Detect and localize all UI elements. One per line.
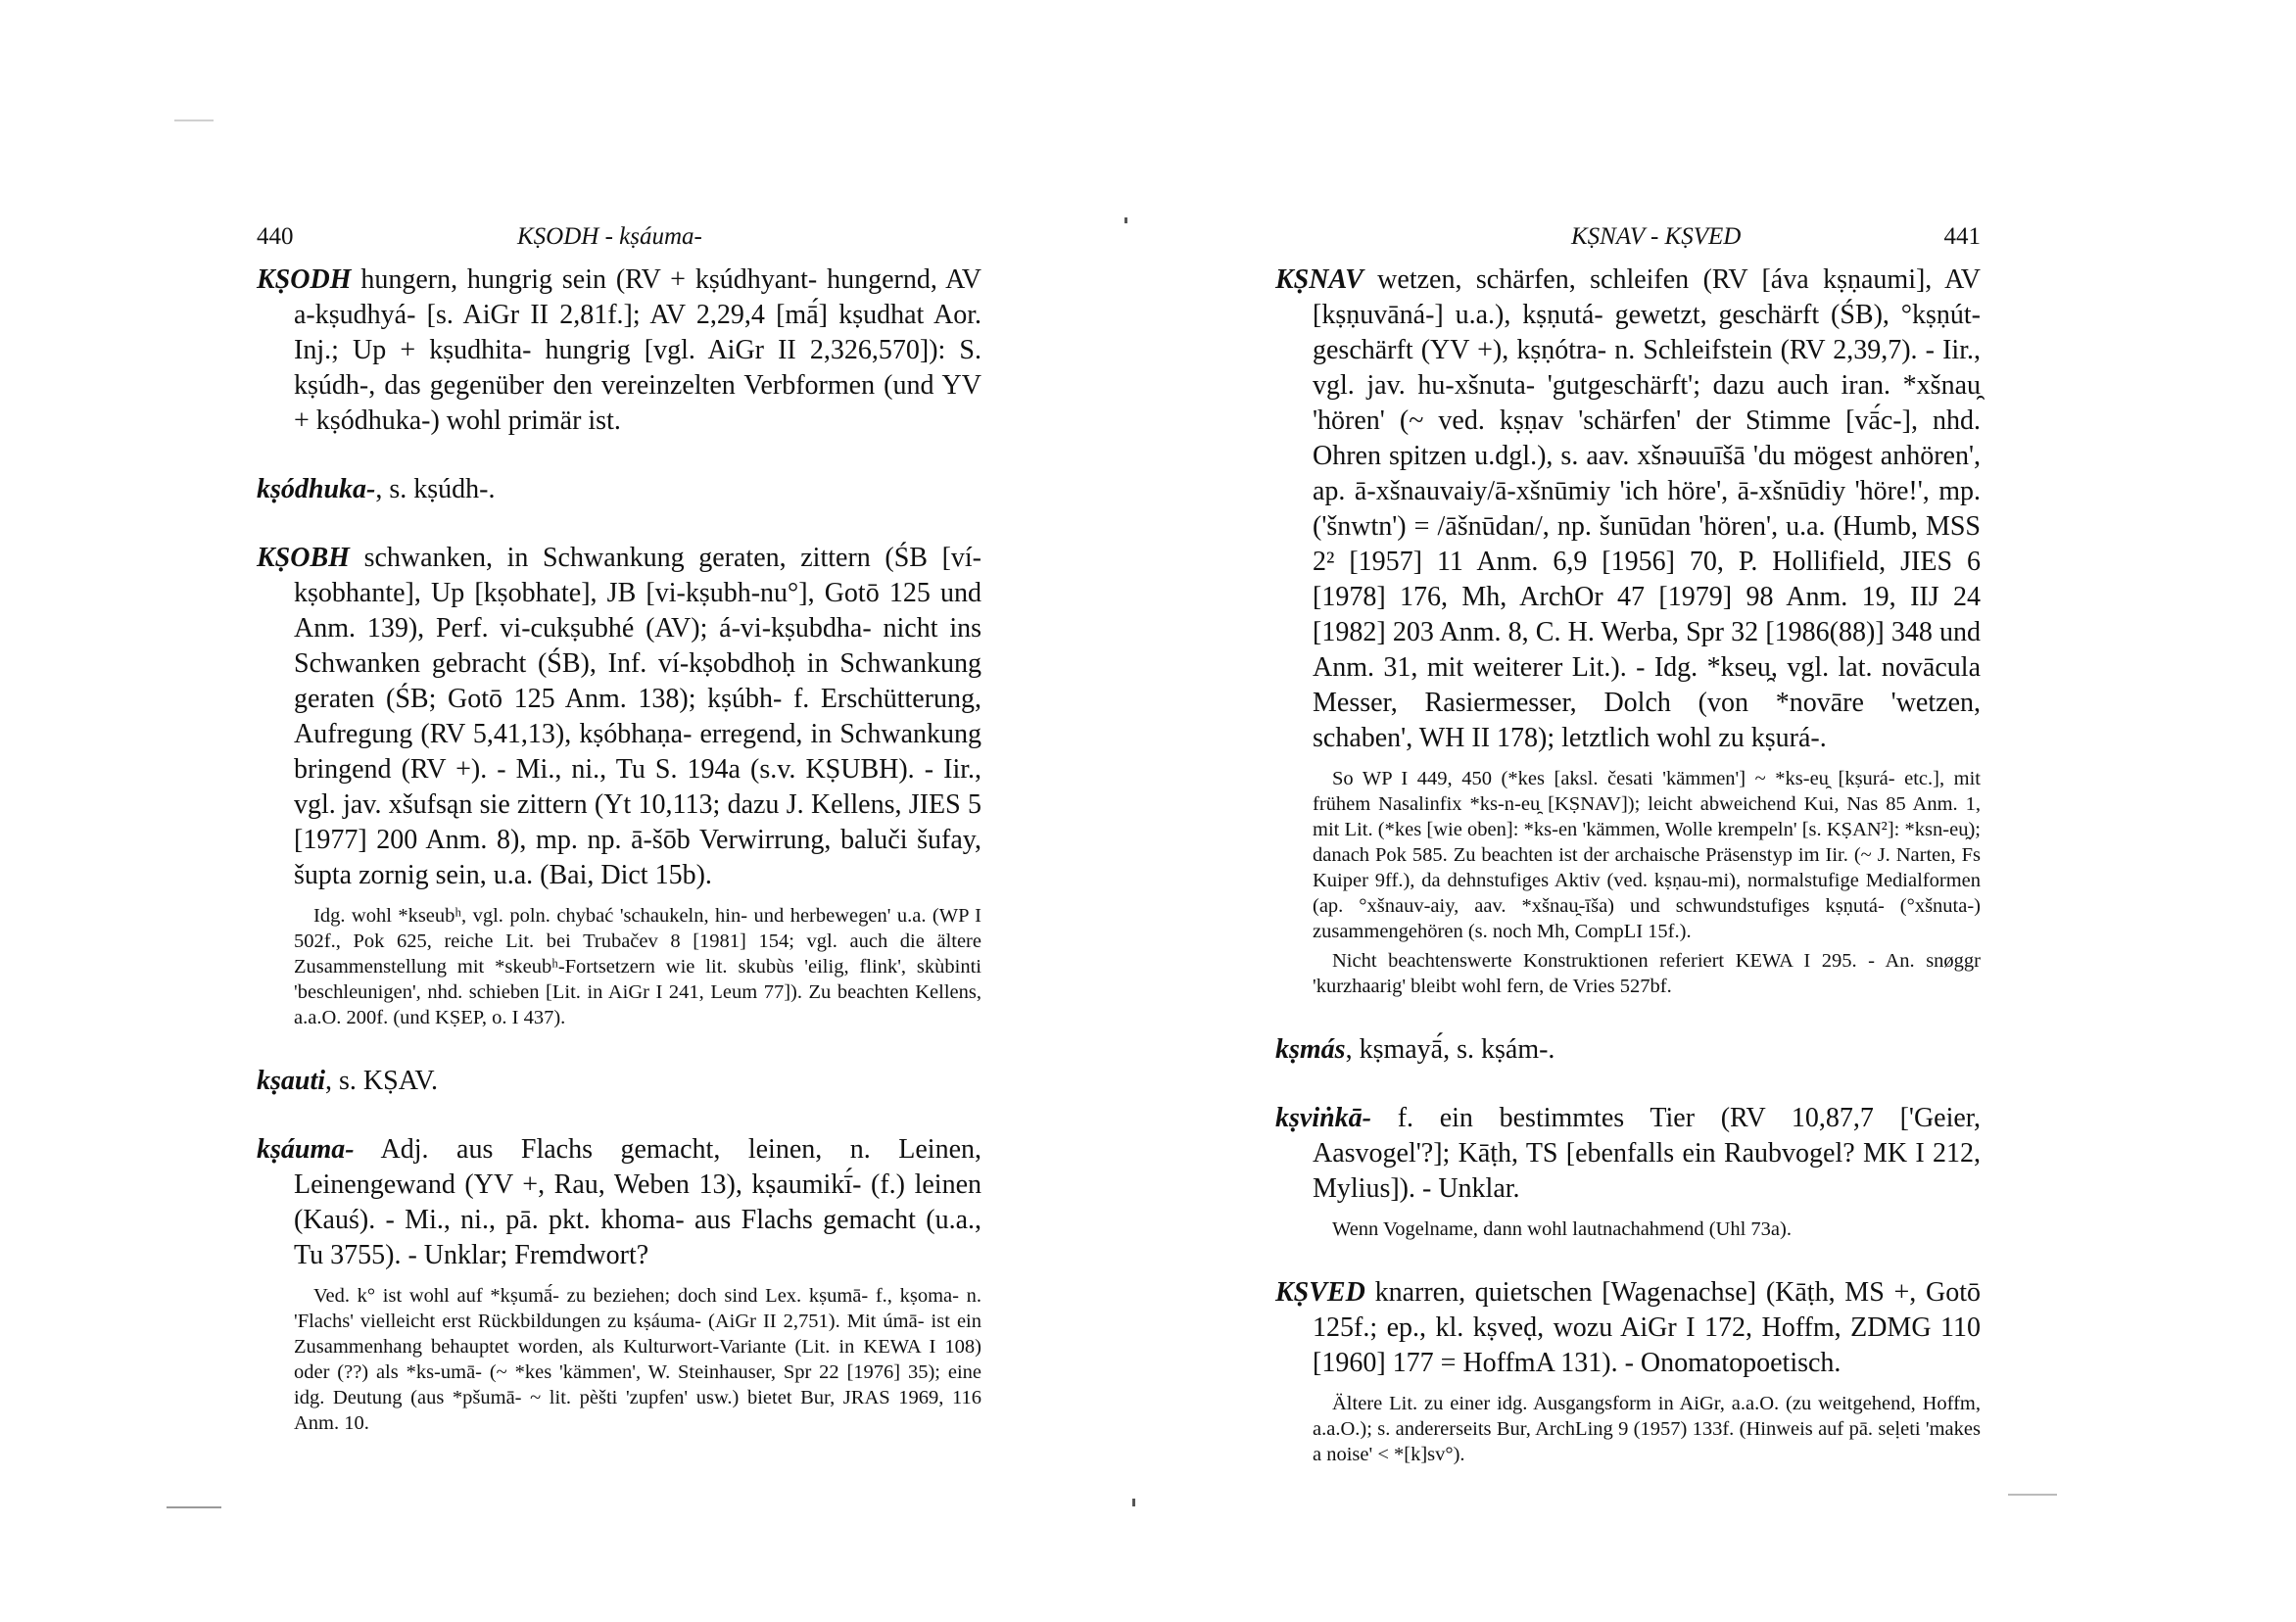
dictionary-entry: [257, 541, 981, 1030]
entry-note: Ved. k° ist wohl auf *kṣumā́- zu beziehen; doch sind Lex. kṣumā- f., kṣoma- n. 'Flachs' vielleicht erst Rückbildungen zu kṣáuma- (AiGr II 2,751). Mit úmā- ist ein Zusammenhang behauptet worden, als Kulturwort-Variante (Lit. in KEWA I 108) oder (??) als *ks-umā- (~ *kes 'kämmen', W. Steinhauser, Spr 22 [1976] 35); eine idg. Deutung (aus *pšumā- ~ lit. pèšti 'zupfen' usw.) bietet Bur, JRAS 1969, 116 Anm. 10.: [294, 1285, 981, 1434]
dictionary-entry: [257, 1064, 981, 1099]
entry-lemma: kṣviṅkā-: [1275, 1103, 1371, 1133]
entry-list: [257, 262, 981, 1436]
entry-list: [1275, 262, 1981, 1467]
entry-body: [257, 262, 981, 439]
entry-text: , kṣmayā́, s. kṣám-.: [1345, 1034, 1555, 1065]
entry-lemma: KṢNAV: [1275, 264, 1363, 295]
dictionary-entry: [1275, 262, 1981, 999]
entry-note: Idg. wohl *kseubʰ, vgl. poln. chybać 'schaukeln, hin- und herbewegen' u.a. (WP I 502f., Pok 625, reiche Lit. bei Trubačev 8 [1981] 154; vgl. auch die ältere Zusammenstellung mit *skeubʰ-Fortsetzern wie lit. skubùs 'eilig, flink', skùbinti 'beschleunigen', nhd. schieben [Lit. in AiGr I 241, Leum 77]). Zu beachten Kellens, a.a.O. 200f. (und KṢEP, o. I 437).: [294, 905, 981, 1028]
page-header: [1275, 223, 1981, 262]
entry-text: schwanken, in Schwankung geraten, zittern (ŚB [ví-kṣobhante], Up [kṣobhate], JB [vi-kṣubh-nu°], Gotō 125 und Anm. 139), Perf. vi-cukṣubhé (AV); á-vi-kṣubdha- nicht ins Schwanken gebracht (ŚB), Inf. ví-kṣobdhoḥ in Schwankung geraten (ŚB; Gotō 125 Anm. 138); kṣúbh- f. Erschütterung, Aufregung (RV 5,41,13), kṣóbhaṇa- erregend, in Schwankung bringend (RV +). - Mi., ni., Tu S. 194a (s.v. KṢUBH). - Iir., vgl. jav. xšufsąn sie zittern (Yt 10,113; dazu J. Kellens, JIES 5 [1977] 200 Anm. 8), mp. np. ā-šōb Verwirrung, baluči šufay, šupta zornig sein, u.a. (Bai, Dict 15b).: [294, 543, 982, 890]
entry-body: [257, 541, 981, 893]
entry-lemma: kṣauti: [257, 1066, 326, 1096]
scan-line-mark: [2008, 1494, 2057, 1496]
gutter-mark: [1124, 217, 1127, 223]
entry-note: Nicht beachtenswerte Konstruktionen referiert KEWA I 295. - An. snøggr 'kurzhaarig' bleibt wohl fern, de Vries 527bf.: [1313, 950, 1981, 997]
entry-note: Ältere Lit. zu einer idg. Ausgangsform in AiGr, a.a.O. (zu weitgehend, Hoffm, a.a.O.); s. andererseits Bur, ArchLing 9 (1957) 133f. (Hinweis auf pā. seḷeti 'makes a noise' < *[k]sv°).: [1313, 1393, 1981, 1465]
left-page: [257, 223, 981, 1469]
dictionary-entry: [257, 262, 981, 439]
entry-text: knarren, quietschen [Wagenachse] (Kāṭh, MS +, Gotō 125f.; ep., kl. kṣveḍ, wozu AiGr I 172, Hoffm, ZDMG 110 [1960] 177 = HoffmA 131). - Onomatopoetisch.: [1313, 1277, 1982, 1378]
entry-text: hungern, hungrig sein (RV + kṣúdhyant- hungernd, AV a-kṣudhyá- [s. AiGr II 2,81f.]; AV 2,29,4 [mā́] kṣudhat Aor. Inj.; Up + kṣudhita- hungrig [vgl. AiGr II 2,326,570]): S. kṣúdh-, das gegenüber den vereinzelten Verbformen (und YV + kṣódhuka-) wohl primär ist.: [294, 264, 981, 436]
entry-lemma: KṢODH: [257, 264, 352, 295]
entry-lemma: KṢOBH: [257, 543, 350, 573]
gutter-mark: [1132, 1499, 1135, 1506]
entry-text: wetzen, schärfen, schleifen (RV [áva kṣṇaumi], AV [kṣṇuvāná-] u.a.), kṣṇutá- gewetzt, geschärft (ŚB), °kṣṇút- geschärft (YV +), kṣṇótra- n. Schleifstein (RV 2,39,7). - Iir., vgl. jav. hu-xšnuta- 'gutgeschärft'; dazu auch iran. *xšnau̯ 'hören' (~ ved. kṣṇav 'schärfen' der Stimme [vā́c-], nhd. Ohren spitzen u.dgl.), s. aav. xšnəuuīšā 'du mögest anhören', ap. ā-xšnauvaiy/ā-xšnūmiy 'ich höre', ā-xšnūdiy 'höre!', mp. ('šnwtn') = /āšnūdan/, np. šunūdan 'hören', u.a. (Humb, MSS 2² [1957] 11 Anm. 6,9 [1956] 70, P. Hollifield, JIES 6 [1978] 176, Mh, ArchOr 47 [1979] 98 Anm. 19, IIJ 24 [1982] 203 Anm. 8, C. H. Werba, Spr 32 [1986(88)] 348 und Anm. 31, mit weiterer Lit.). - Idg. *kseu̯, vgl. lat. novācula Messer, Rasiermesser, Dolch (von *novāre 'wetzen, schaben', WH II 178); letztlich wohl zu kṣurá-.: [1313, 264, 1981, 753]
entry-body: [1275, 1275, 1981, 1381]
running-head: KṢODH - kṣáuma-: [517, 223, 702, 250]
entry-text: Adj. aus Flachs gemacht, leinen, n. Leinen, Leinengewand (YV +, Rau, Weben 13), kṣaumikī́- (f.) leinen (Kauś). - Mi., ni., pā. pkt. khoma- aus Flachs gemacht (u.a., Tu 3755). - Unklar; Fremdwort?: [294, 1134, 981, 1270]
dictionary-entry: [257, 1132, 981, 1436]
entry-note: So WP I 449, 450 (*kes [aksl. česati 'kämmen'] ~ *ks-eu̯ [kṣurá- etc.], mit frühem Nasalinfix *ks-n-eu̯ [KṢNAV]); leicht abweichend Kui, Nas 85 Anm. 1, mit Lit. (*kes [wie oben]: *ks-en 'kämmen, Wolle krempeln' [s. KṢAN²]: *ksn-eu̯); danach Pok 585. Zu beachten ist der archaische Präsenstyp im Iir. (~ J. Narten, Fs Kuiper 9ff.), da dehnstufiges Aktiv (ved. kṣṇau-mi), normalstufige Medialformen (ap. °xšnauv-aiy, aav. *xšnau̯-īša) und schwundstufiges kṣṇutá- (°xšnuta-) zusammengehören (s. noch Mh, CompLI 15f.).: [1313, 768, 1981, 942]
entry-text: f. ein bestimmtes Tier (RV 10,87,7 ['Geier, Aasvogel'?]; Kāṭh, TS [ebenfalls ein Raubvogel? MK I 212, Mylius]). - Unklar.: [1313, 1103, 1982, 1204]
running-head: KṢNAV - KṢVED: [1571, 223, 1742, 250]
dictionary-entry: [1275, 1032, 1981, 1068]
page-number: 441: [1943, 223, 1981, 250]
dictionary-entry: [1275, 1101, 1981, 1242]
page-header: [257, 223, 981, 262]
entry-body: [257, 472, 981, 507]
right-page: [1275, 223, 1981, 1501]
scan-speck: [174, 119, 214, 121]
entry-body: [257, 1132, 981, 1273]
dictionary-entry: [1275, 1275, 1981, 1467]
entry-text: , s. kṣúdh-.: [375, 474, 496, 504]
page-number: 440: [257, 223, 294, 250]
entry-body: [1275, 262, 1981, 756]
entry-lemma: kṣáuma-: [257, 1134, 355, 1165]
entry-lemma: kṣódhuka-: [257, 474, 376, 504]
entry-body: [1275, 1032, 1981, 1068]
entry-lemma: KṢVED: [1275, 1277, 1365, 1308]
entry-note: Wenn Vogelname, dann wohl lautnachahmend (Uhl 73a).: [1332, 1218, 1792, 1240]
scan-line-mark: [167, 1506, 221, 1508]
dictionary-entry: [257, 472, 981, 507]
entry-text: , s. KṢAV.: [325, 1066, 438, 1096]
entry-body: [1275, 1101, 1981, 1207]
entry-lemma: kṣmás: [1275, 1034, 1346, 1065]
entry-body: [257, 1064, 981, 1099]
